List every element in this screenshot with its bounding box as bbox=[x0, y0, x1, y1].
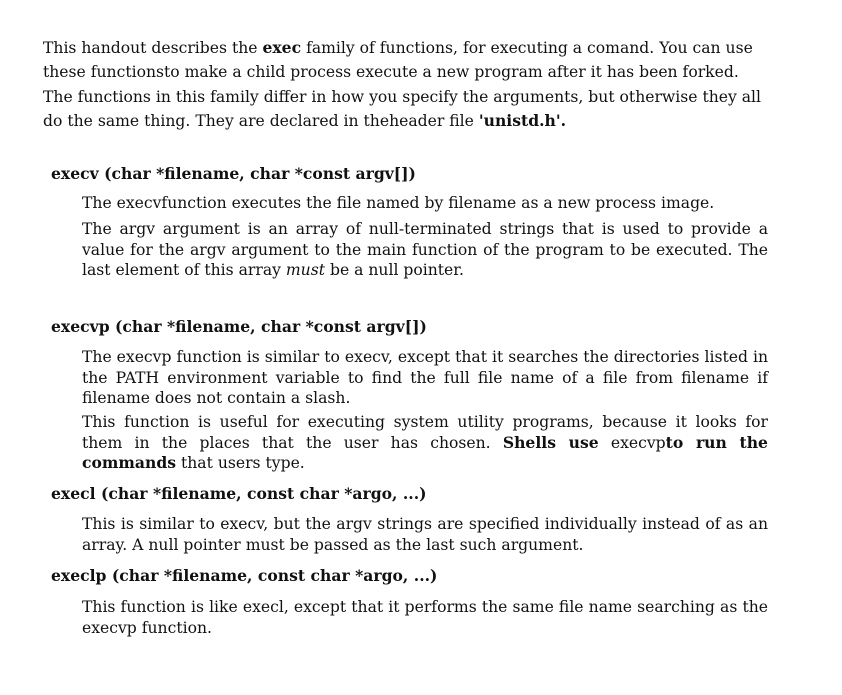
execv-argv-description bbox=[82, 219, 768, 281]
execvp-signature: execvp (char *filename, char *const argv[]) bbox=[51, 317, 427, 336]
intro-exec-keyword: exec bbox=[262, 38, 302, 57]
execl-description: This is similar to execv, but the argv strings are specified individually instead of as an array. A null pointer must be passed as the last such argument. bbox=[82, 515, 768, 554]
intro-header-file: 'unistd.h'. bbox=[478, 111, 567, 131]
execvp-run-commands: to run the commands bbox=[82, 432, 768, 472]
execlp-signature: execlp (char *filename, const char *argo, ...) bbox=[51, 566, 438, 585]
execl-signature: execl (char *filename, const char *argo, ...) bbox=[51, 484, 427, 503]
execv-must-emphasis: must bbox=[285, 261, 325, 279]
execvp-usage-text-1: This function is useful for executing system utility programs, because it looks for them in the places that the user has chosen. bbox=[82, 413, 768, 452]
execvp-shells-use: Shells use bbox=[502, 432, 599, 452]
execv-argv-text-1: The argv argument is an array of null-terminated strings that is used to provide a value for the argv argument to the main function of the program to be executed. The last element of this array bbox=[82, 220, 768, 279]
execv-argv-text-2: be a null pointer. bbox=[325, 261, 464, 279]
intro-paragraph bbox=[43, 36, 763, 134]
execvp-description: The execvp function is similar to execv, except that it searches the directories listed in the PATH environment variable to find the full file name of a file from filename if filename does not contain a slash. bbox=[82, 348, 768, 407]
execvp-usage bbox=[82, 412, 768, 474]
execv-signature: execv (char *filename, char *const argv[]) bbox=[51, 164, 416, 183]
intro-text-1: This handout describes the bbox=[43, 39, 263, 57]
execvp-usage-mid: execvp bbox=[598, 433, 666, 452]
execlp-description: This function is like execl, except that it performs the same file name searching as the execvp function. bbox=[82, 598, 768, 637]
execvp-usage-text-2: that users type. bbox=[176, 454, 305, 472]
intro-text-2: family of functions, for executing a comand. You can use these functionsto make a child process execute a new program after it has been forked. The functions in this family differ in how you specify the arguments, but otherwise they all do the same thing. They are declared in theheader file bbox=[43, 39, 762, 131]
execv-description: The execvfunction executes the file named by filename as a new process image. bbox=[82, 194, 715, 212]
